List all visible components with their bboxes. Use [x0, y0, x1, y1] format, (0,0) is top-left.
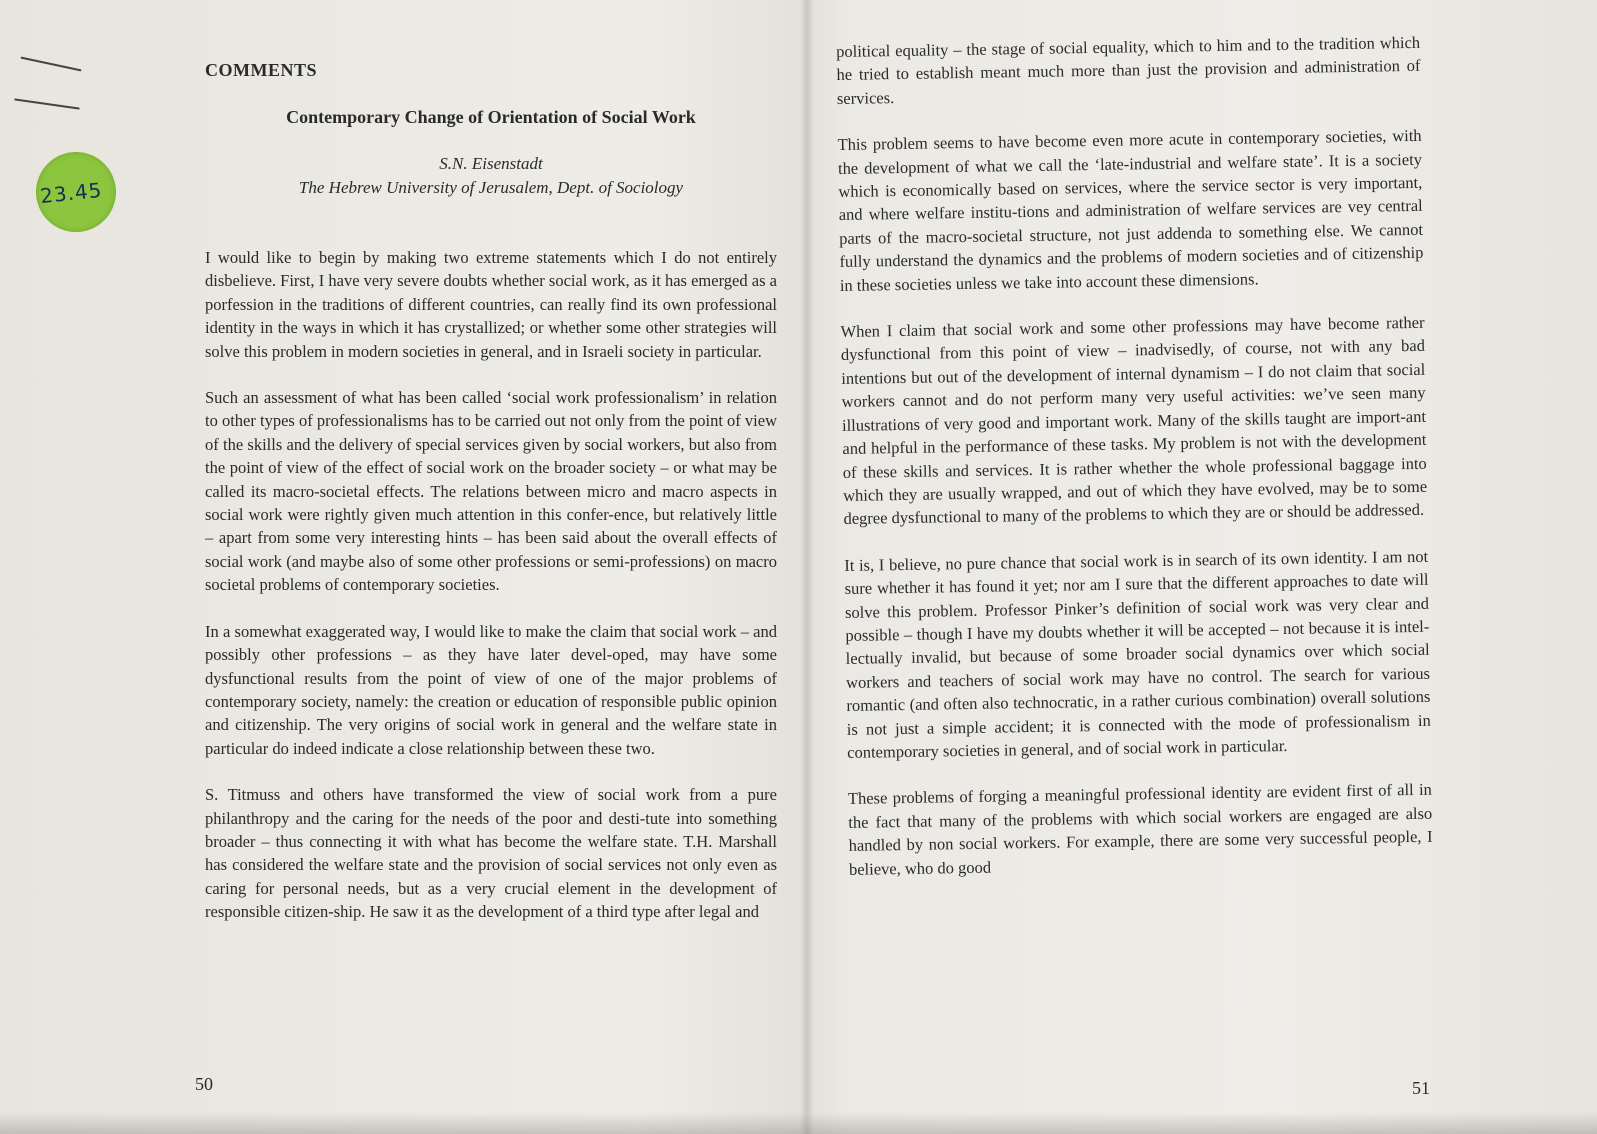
- page-number-right: 51: [1412, 1078, 1430, 1098]
- book-gutter: [800, 0, 814, 1134]
- paragraph: This problem seems to have become even more acute in contemporary societies, with the development of what we call the ‘late-industrial and welfare state’. It is a society which is economically based on services, where the service sector is very important, and where welfare institu-tions and administration of welfare services are vey central parts of the macro-societal structure, not just addenda to something else. We cannot fully understand the dynamics and the problems of modern societies and of citizenship in these societies unless we take into account these dimensions.: [837, 126, 1424, 295]
- right-page: [836, 31, 1437, 1110]
- paragraph: When I claim that social work and some other professions may have become rather dysfunctional from this point of view – inadvisedly, of course, not with any bad intentions but out of the development of internal dynamism – I do not claim that social workers cannot and do not perform many very useful activities: we’ve seen many illustrations of very good and important work. Many of the skills taught are import-ant and helpful in the performance of these tasks. My problem is not with the development of these skills and services. It is rather whether the whole professional baggage into which they are usually wrapped, and out of which they have evolved, may be to some degree dysfunctional to many of the problems to which they are or should be addressed.: [840, 312, 1428, 529]
- right-page-body: [836, 31, 1433, 881]
- page-number-left: 50: [195, 1074, 213, 1094]
- paragraph: Such an assessment of what has been called ‘social work professionalism’ in relation to other types of professionalisms has to be carried out not only from the point of view of the skills and the delivery of special services given by social workers, but also from the point of view of the effect of social work on the broader society – or what may be called its macro-societal effects. The relations between micro and macro aspects in social work were rightly given much attention in this confer-ence, but relatively little – apart from some very interesting hints – has been said about the overall effects of social work (and maybe also of some other professions or semi-professions) on macro societal problems of contemporary societies.: [205, 388, 777, 595]
- paragraph: S. Titmuss and others have transformed the view of social work from a pure philanthropy and the caring for the needs of the poor and desti-tute into something broader – thus connecting it with what has become the welfare state. T.H. Marshall has considered the welfare state and the provision of social services not only even as caring for personal needs, but as a very crucial element in the development of responsible citizen-ship. He saw it as the development of a third type after legal and: [205, 785, 777, 922]
- paragraph: These problems of forging a meaningful professional identity are evident first of all in the fact that many of the problems with which social workers are engaged are also handled by non social workers. For example, there are some very successful people, I believe, who do good: [847, 780, 1433, 879]
- left-page-body: [205, 246, 777, 924]
- author-affiliation: The Hebrew University of Jerusalem, Dept. of Sociology: [298, 178, 684, 197]
- pen-mark-stroke: [14, 98, 80, 109]
- section-label: COMMENTS: [205, 60, 317, 80]
- paragraph: It is, I believe, no pure chance that social work is in search of its own identity. I am not sure whether it has found it yet; nor am I sure that the different approaches to date will solve this problem. Professor Pinker’s definition of social work was very clear and possible – though I have my doubts whether it will be accepted – not because it is intel-lectually invalid, but because of some broader social dynamics over which social workers and teachers of social work may have no control. The search for various romantic (and often also technocratic, in a rather curious combination) overall solutions is not just a simple accident; it is connected with the mode of professionalism in contemporary societies in general, and of social work in particular.: [844, 546, 1431, 762]
- paragraph: political equality – the stage of social equality, which to him and to the tradition which he tried to establish meant much more than just the provision and administration of services.: [836, 32, 1421, 108]
- pen-mark-stroke: [20, 57, 81, 72]
- paragraph: I would like to begin by making two extreme statements which I do not entirely disbelieve. First, I have very severe doubts whether social work, as it has emerged as a porfession in the traditions of different countries, can really find its own professional identity in the ways in which it has crystallized; or whether some other strategies will solve this problem in modern societies in general, and in Israeli society in particular.: [205, 248, 777, 361]
- article-title: Contemporary Change of Orientation of Social Work: [286, 107, 696, 127]
- sticker-handwriting: 23.45: [38, 177, 104, 209]
- left-page: [205, 60, 777, 1110]
- paragraph: In a somewhat exaggerated way, I would like to make the claim that social work – and possibly other professions – as they have later devel-oped, may have some dysfunctional results from the point of view of one of the major problems of contemporary society, namely: the creation or education of responsible public opinion and citizenship. The very origins of social work in general and the welfare state in particular do indeed indicate a close relationship between these two.: [205, 621, 777, 758]
- article-author: S.N. Eisenstadt: [439, 154, 543, 173]
- page-bottom-edge: [0, 1112, 1597, 1134]
